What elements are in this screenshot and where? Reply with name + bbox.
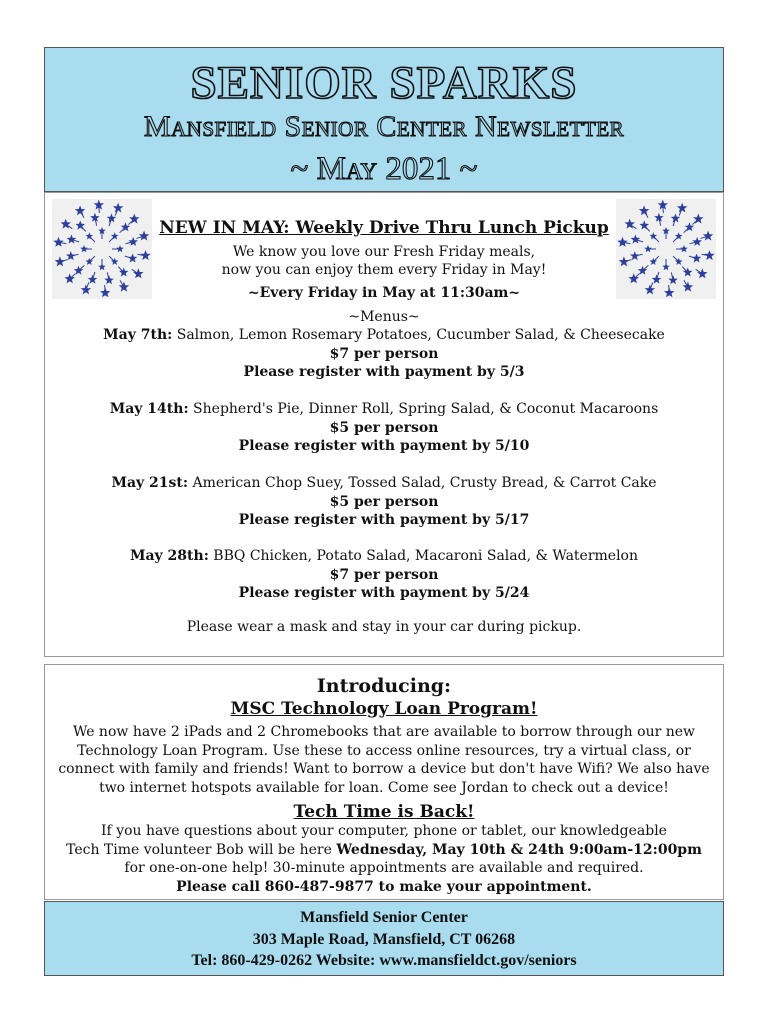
newsletter-subtitle: Mansfield Senior Center Newsletter [143, 110, 625, 143]
menu-register: Please register with payment by 5/3 [243, 364, 525, 380]
menu-price: $7 per person [329, 566, 439, 583]
menu-register: Please register with payment by 5/10 [238, 438, 530, 454]
center-name: Mansfield Senior Center [300, 909, 468, 926]
menu-meal: Salmon, Lemon Rosemary Potatoes, Cucumber Salad, & Cheesecake [172, 327, 665, 343]
menu-date: May 21st: [111, 475, 189, 491]
center-address: 303 Maple Road, Mansfield, CT 06268 [252, 931, 516, 948]
lunch-schedule: ~Every Friday in May at 11:30am~ [247, 285, 521, 301]
tech-time-line: for one-on-one help! 30-minute appointments are available and required. [124, 860, 644, 876]
menu-price: $7 per person [329, 345, 439, 362]
lunch-heading: NEW IN MAY: Weekly Drive Thru Lunch Pickup [159, 218, 609, 238]
menu-meal: Shepherd's Pie, Dinner Roll, Spring Salad, & Coconut Macaroons [188, 401, 659, 417]
contact-footer [44, 901, 724, 976]
tech-time-dates: Wednesday, May 10th & 24th 9:00am-12:00pm [336, 841, 702, 858]
newsletter-title: SENIOR SPARKS [190, 57, 578, 109]
lunch-intro-line: now you can enjoy them every Friday in May! [221, 262, 547, 278]
tech-time-line [45, 841, 723, 860]
menu-meal: BBQ Chicken, Potato Salad, Macaroni Salad, & Watermelon [208, 548, 639, 564]
menu-date: May 14th: [109, 401, 189, 417]
tech-time-text: Tech Time volunteer Bob will be here [66, 841, 337, 858]
lunch-note: Please wear a mask and stay in your car during pickup. [186, 619, 582, 635]
lunch-pickup-section [44, 192, 724, 657]
menu-item [45, 400, 723, 456]
menu-item [45, 474, 723, 530]
lunch-intro-line: We know you love our Fresh Friday meals, [232, 244, 536, 260]
tech-time-call: Please call 860-487-9877 to make your appointment. [176, 878, 592, 895]
menu-meal: American Chop Suey, Tossed Salad, Crusty Bread, & Carrot Cake [188, 475, 657, 491]
firework-star [113, 203, 124, 213]
menu-register: Please register with payment by 5/24 [238, 585, 530, 601]
menu-price: $5 per person [329, 493, 439, 510]
newsletter-date: ~ May 2021 ~ [290, 151, 478, 187]
tech-time-title: Tech Time is Back! [293, 802, 475, 822]
firework-star [75, 205, 86, 215]
menu-date: May 28th: [129, 548, 209, 564]
lunch-intro [45, 243, 723, 279]
loan-program-title: MSC Technology Loan Program! [230, 699, 538, 719]
firework-star [639, 205, 650, 215]
menu-item [45, 326, 723, 382]
center-contact: Tel: 860-429-0262 Website: www.mansfieldct.gov/seniors [191, 952, 577, 969]
newsletter-header [44, 47, 724, 192]
introducing-heading: Introducing: [316, 675, 452, 697]
menu-item [45, 547, 723, 603]
loan-program-body: We now have 2 iPads and 2 Chromebooks that are available to borrow through our new Technology Loan Program. Use these to access online resources, try a virtual class, or connect with family and friends! Want to borrow a device but don't have Wifi? We also have two internet hotspots available for loan. Come see Jordan to check out a device! [58, 724, 710, 796]
tech-time-body [45, 822, 723, 896]
menu-date: May 7th: [103, 327, 173, 343]
tech-section [44, 664, 724, 900]
menu-price: $5 per person [329, 419, 439, 436]
tech-time-line: If you have questions about your computer, phone or tablet, our knowledgeable [101, 823, 667, 839]
menu-register: Please register with payment by 5/17 [238, 512, 530, 528]
menus-label: ~Menus~ [348, 309, 420, 325]
firework-star [677, 203, 688, 213]
